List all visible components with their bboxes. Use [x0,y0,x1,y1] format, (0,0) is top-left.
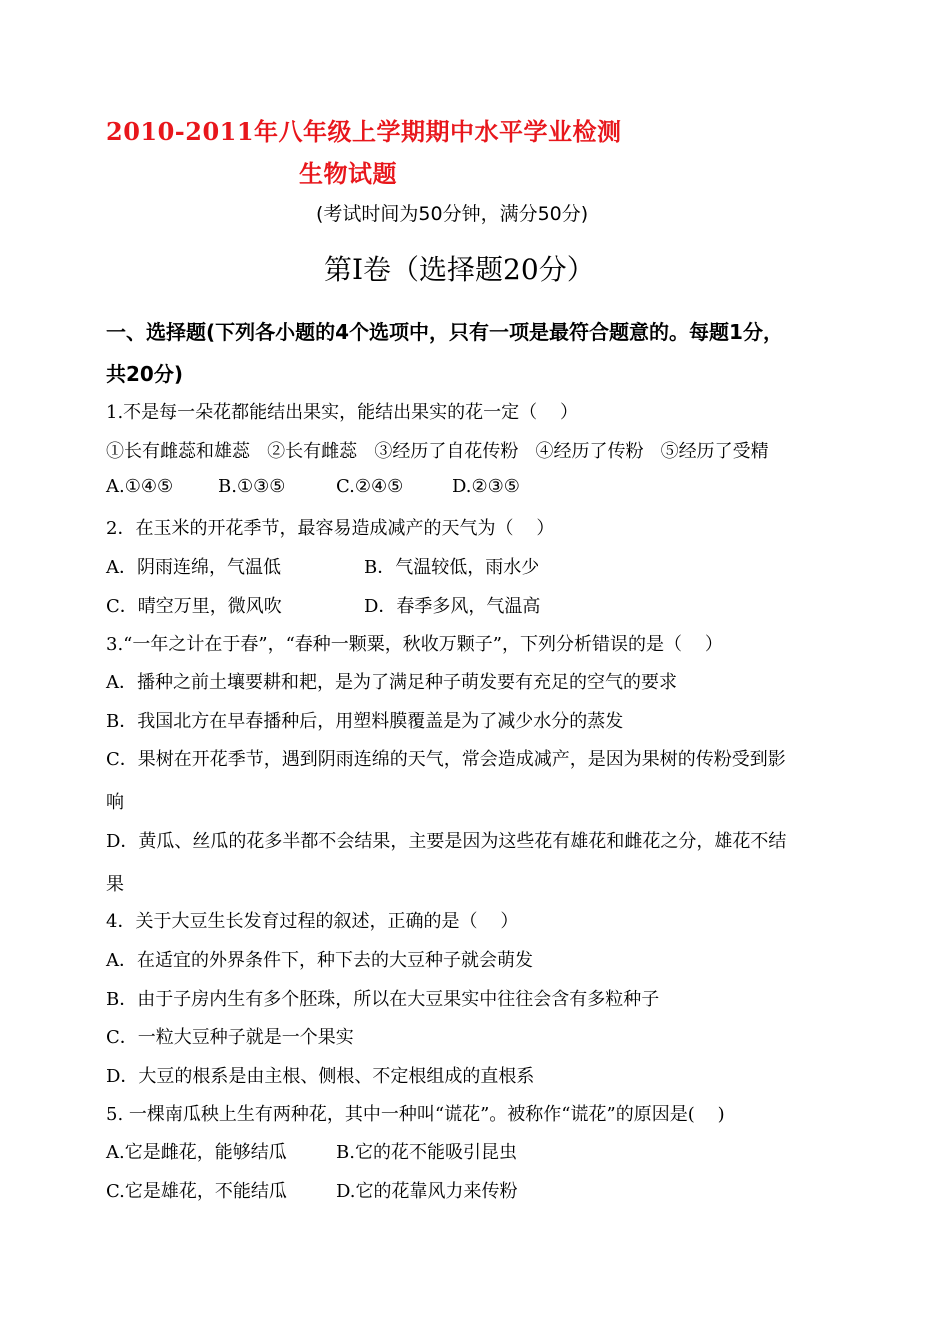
question-2-option-d: D．春季多风，气温高 [364,596,541,617]
exam-time-info: (考试时间为50分钟，满分50分) [316,203,589,225]
question-1-option-c: C.②④⑤ [336,476,404,497]
question-3-stem: 3.“一年之计在于春”，“春种一颗粟，秋收万颗子”，下列分析错误的是（ ） [106,634,723,655]
question-1-option-a: A.①④⑤ [106,476,174,497]
question-3-option-c-continued: 响 [106,792,124,813]
question-1-option-b: B.①③⑤ [218,476,286,497]
question-4-option-b: B．由于子房内生有多个胚珠，所以在大豆果实中往往会含有多粒种子 [106,989,660,1010]
exam-title: 2010-2011年八年级上学期期中水平学业检测 [106,117,622,146]
section-heading: 一、选择题(下列各小题的4个选项中，只有一项是最符合题意的。每题1分， [106,320,783,344]
question-4-option-c: C．一粒大豆种子就是一个果实 [106,1027,354,1048]
question-5-option-c: C.它是雄花，不能结瓜 [106,1181,287,1202]
question-5-option-b: B.它的花不能吸引昆虫 [336,1142,517,1163]
section-heading-continued: 共20分) [106,362,183,386]
question-4-stem: 4．关于大豆生长发育过程的叙述，正确的是（ ） [106,911,519,932]
question-4-option-d: D．大豆的根系是由主根、侧根、不定根组成的直根系 [106,1066,535,1087]
question-4-option-a: A．在适宜的外界条件下，种下去的大豆种子就会萌发 [106,950,533,971]
question-2-option-b: B．气温较低，雨水少 [364,557,540,578]
question-3-option-a: A．播种之前土壤要耕和耙，是为了满足种子萌发要有充足的空气的要求 [106,672,677,693]
question-3-option-b: B．我国北方在早春播种后，用塑料膜覆盖是为了减少水分的蒸发 [106,711,624,732]
question-3-option-d-continued: 果 [106,874,124,895]
question-2-stem: 2．在玉米的开花季节，最容易造成减产的天气为（ ） [106,518,555,539]
part-one-title: 第Ⅰ卷（选择题20分） [324,253,595,286]
exam-subject-title: 生物试题 [299,159,397,188]
question-2-option-c: C．晴空万里，微风吹 [106,596,282,617]
question-5-option-a: A.它是雌花，能够结瓜 [106,1142,287,1163]
question-1-stem: 1.不是每一朵花都能结出果实，能结出果实的花一定（ ） [106,402,579,423]
question-1-option-d: D.②③⑤ [452,476,520,497]
question-3-option-c: C．果树在开花季节，遇到阴雨连绵的天气，常会造成减产，是因为果树的传粉受到影 [106,749,786,770]
question-1-statements: ①长有雌蕊和雄蕊 ②长有雌蕊 ③经历了自花传粉 ④经历了传粉 ⑤经历了受精 [106,441,769,462]
question-5-stem: 5. 一棵南瓜秧上生有两种花，其中一种叫“谎花”。被称作“谎花”的原因是( ) [106,1104,725,1125]
question-3-option-d: D．黄瓜、丝瓜的花多半都不会结果，主要是因为这些花有雄花和雌花之分，雄花不结 [106,831,787,852]
question-5-option-d: D.它的花靠风力来传粉 [336,1181,518,1202]
question-2-option-a: A．阴雨连绵，气温低 [106,557,281,578]
